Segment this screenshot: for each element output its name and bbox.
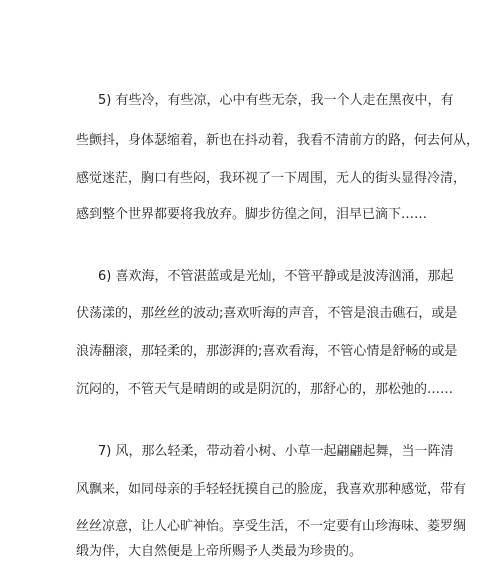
- paragraph-7-line-2: 风飘来，如同母亲的手轻轻抚摸自己的脸庞，我喜欢那种感觉，带有: [76, 482, 467, 497]
- paragraph-6-line-4: 沉闷的，不管天气是晴朗的或是阴沉的，那舒心的，那松弛的……: [76, 382, 454, 397]
- paragraph-7-line-1: 7) 风，那么轻柔，带动着小树、小草一起翩翩起舞，当一阵清: [98, 444, 454, 459]
- paragraph-5-line-3: 感觉迷茫，胸口有些闷，我环视了一下周围，无人的街头显得冷清，: [76, 171, 467, 186]
- paragraph-6-line-3: 浪涛翻滚，那轻柔的，那澎湃的;喜欢看海，不管心情是舒畅的或是: [76, 344, 458, 359]
- paragraph-5-line-4: 感到整个世界都要将我放弃。脚步彷徨之间，泪早已滴下……: [76, 207, 428, 222]
- paragraph-6-line-2: 伏荡漾的，那丝丝的波动;喜欢听海的声音，不管是浪击礁石，或是: [76, 306, 458, 321]
- paragraph-7-line-4: 缎为伴，大自然便是上帝所赐予人类最为珍贵的。: [76, 544, 363, 559]
- paragraph-7-line-3: 丝丝凉意，让人心旷神怡。享受生活，不一定要有山珍海味、菱罗绸: [76, 519, 467, 534]
- paragraph-5-line-1: 5) 有些冷，有些凉，心中有些无奈，我一个人走在黑夜中，有: [98, 93, 454, 108]
- paragraph-5-line-2: 些颤抖，身体瑟缩着，新也在抖动着，我看不清前方的路，何去何从，: [76, 133, 480, 148]
- paragraph-6-line-1: 6) 喜欢海，不管湛蓝或是光灿，不管平静或是波涛汹涌，那起: [98, 269, 454, 284]
